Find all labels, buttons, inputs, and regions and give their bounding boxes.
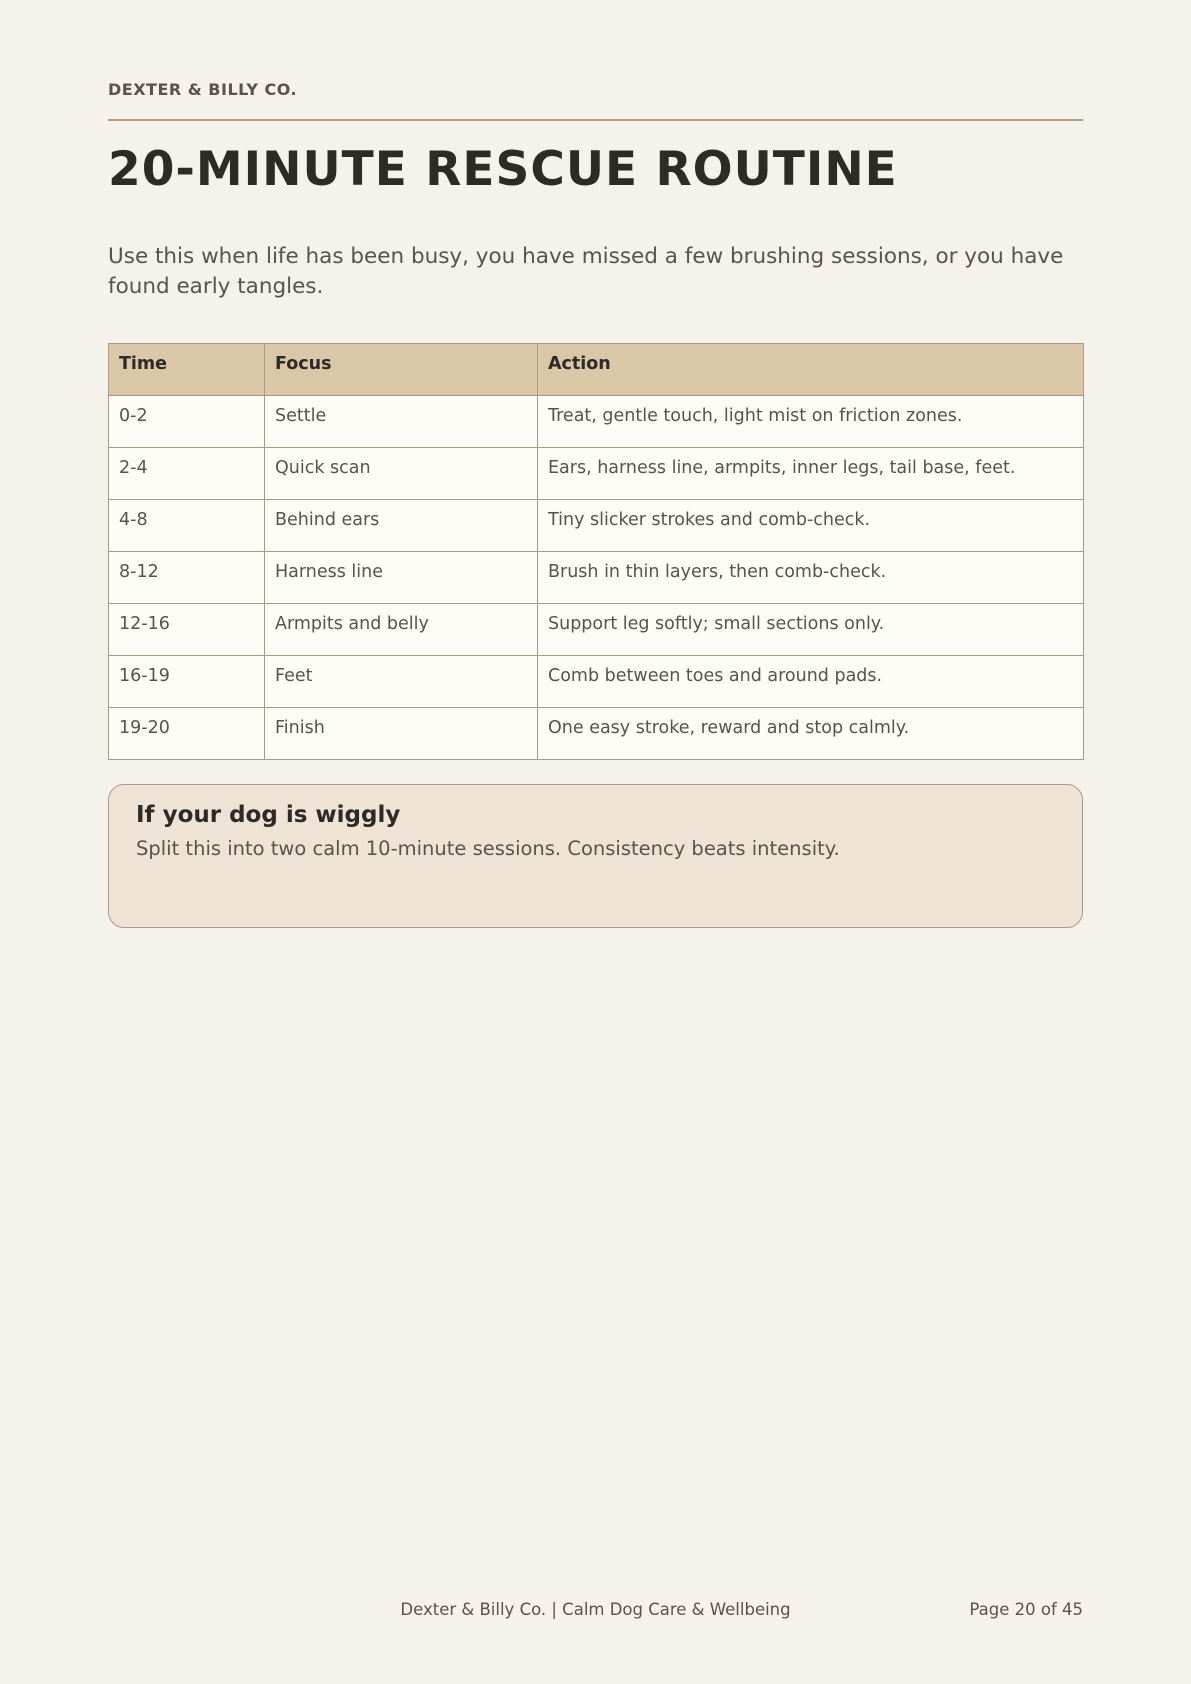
focus-cell: Feet — [265, 656, 538, 708]
time-cell: 19-20 — [109, 708, 265, 760]
action-cell: Support leg softly; small sections only. — [538, 604, 1084, 656]
table-row — [109, 500, 1084, 552]
page-number: Page 20 of 45 — [969, 1600, 1083, 1619]
table-header-row — [109, 344, 1084, 396]
table-row — [109, 604, 1084, 656]
action-cell: Treat, gentle touch, light mist on friction zones. — [538, 396, 1084, 448]
focus-cell: Behind ears — [265, 500, 538, 552]
focus-cell: Armpits and belly — [265, 604, 538, 656]
time-cell: 12-16 — [109, 604, 265, 656]
page-title: 20-MINUTE RESCUE ROUTINE — [108, 142, 898, 197]
action-cell: Tiny slicker strokes and comb-check. — [538, 500, 1084, 552]
table-row — [109, 396, 1084, 448]
callout-body: Split this into two calm 10-minute sessions. Consistency beats intensity. — [136, 837, 840, 860]
table-row — [109, 448, 1084, 500]
time-cell: 4-8 — [109, 500, 265, 552]
time-cell: 0-2 — [109, 396, 265, 448]
focus-cell: Settle — [265, 396, 538, 448]
action-cell: Ears, harness line, armpits, inner legs, tail base, feet. — [538, 448, 1084, 500]
header-divider — [108, 119, 1083, 121]
table-row — [109, 552, 1084, 604]
action-cell: Brush in thin layers, then comb-check. — [538, 552, 1084, 604]
brand-name: DEXTER & BILLY CO. — [108, 80, 298, 99]
column-header-time: Time — [109, 344, 265, 396]
action-cell: Comb between toes and around pads. — [538, 656, 1084, 708]
table-row — [109, 708, 1084, 760]
focus-cell: Harness line — [265, 552, 538, 604]
focus-cell: Quick scan — [265, 448, 538, 500]
focus-cell: Finish — [265, 708, 538, 760]
time-cell: 2-4 — [109, 448, 265, 500]
intro-text: Use this when life has been busy, you have missed a few brushing sessions, or you have found early tangles. — [108, 244, 1064, 299]
column-header-focus: Focus — [265, 344, 538, 396]
time-cell: 16-19 — [109, 656, 265, 708]
callout-heading: If your dog is wiggly — [136, 802, 401, 828]
table-row — [109, 656, 1084, 708]
time-cell: 8-12 — [109, 552, 265, 604]
action-cell: One easy stroke, reward and stop calmly. — [538, 708, 1084, 760]
routine-table — [108, 343, 1084, 760]
tip-callout — [108, 784, 1083, 928]
column-header-action: Action — [538, 344, 1084, 396]
footer-text: Dexter & Billy Co. | Calm Dog Care & Wellbeing — [400, 1600, 791, 1619]
